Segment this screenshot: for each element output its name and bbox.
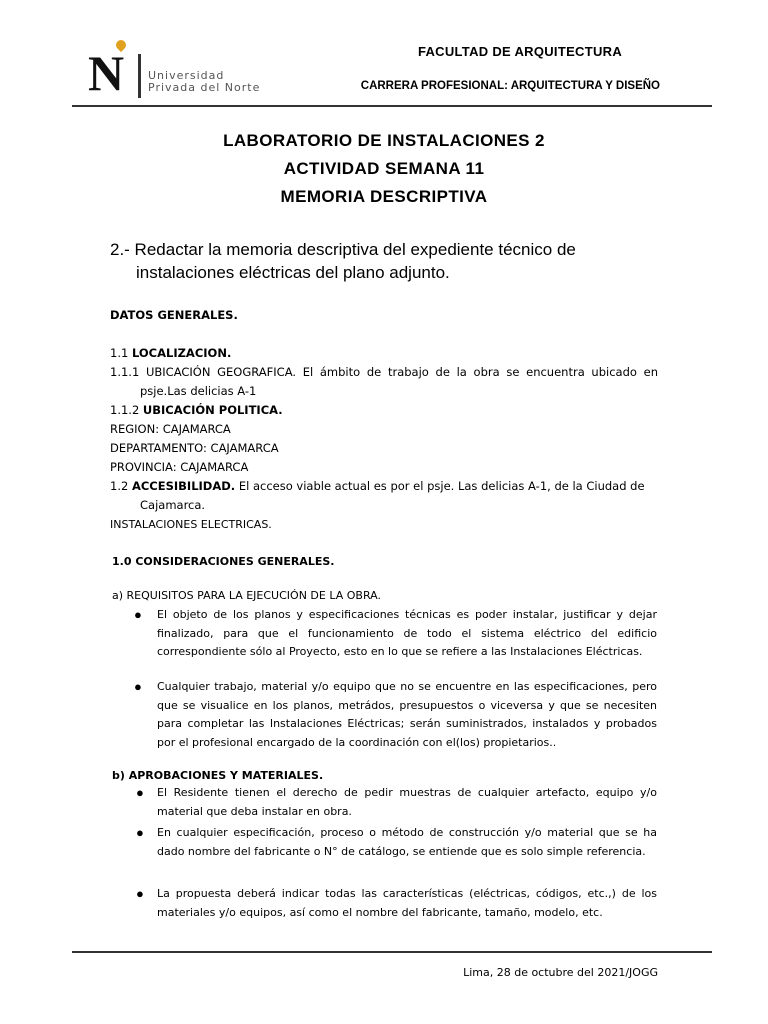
header-rule [72,105,712,107]
title-line-3: MEMORIA DESCRIPTIVA [280,187,488,206]
logo-text-line1: Universidad [148,69,225,82]
requirement-item-2: Cualquier trabajo, material y/o equipo que no se encuentre en las especificaciones, pero que se visualice en los planos, metrádos, presupuestos o viceversa y que se necesiten para completar las Instalaciones Eléctricas; serán suministrados, instalados y probados por el profesional encargado de la coordinación con el(los) propietarios.. [157,680,657,749]
assignment-line-2: instalaciones eléctricas del plano adjunto. [136,263,450,282]
university-logo [68,40,268,104]
logo-wordmark [148,70,260,94]
department: DEPARTAMENTO: CAJAMARCA [110,441,279,455]
assignment-statement [110,238,658,284]
title-line-1: LABORATORIO DE INSTALACIONES 2 [223,131,545,150]
accessibility: 1.2 ACCESIBILIDAD. El acceso viable actual es por el psje. Las delicias A-1, de la Ciudad de Cajamarca. [110,479,645,512]
section-heading: DATOS GENERALES. [110,308,238,322]
logo-letter: N [88,45,125,101]
assignment-line-1: 2.- Redactar la memoria descriptiva del expediente técnico de [110,240,576,259]
political-location-heading: 1.1.2 UBICACIÓN POLITICA. [110,403,283,417]
general-data-section [110,306,658,534]
approval-item-3: La propuesta deberá indicar todas las características (eléctricas, códigos, etc.,) de los materiales y/o equipos, así como el nombre del fabricante, tamaño, modelo, etc. [157,887,657,919]
title-line-2: ACTIVIDAD SEMANA 11 [283,159,485,178]
footer-date: Lima, 28 de octubre del 2021/JOGG [463,966,658,979]
region: REGION: CAJAMARCA [110,422,231,436]
approval-item-2: En cualquier especificación, proceso o método de construcción y/o material que se ha dado nombre del fabricante o N° de catálogo, se entiende que es solo simple referencia. [157,826,657,858]
bullet-icon: ● [136,825,144,840]
logo-divider [138,54,141,98]
bullet-icon: ● [134,607,142,622]
considerations-heading: 1.0 CONSIDERACIONES GENERALES. [112,555,335,568]
localizacion-heading: 1.1 LOCALIZACION. [110,346,232,360]
requirement-item-1: El objeto de los planos y especificaciones técnicas es poder instalar, justificar y dejar finalizado, para que el funcionamiento de todo el sistema eléctrico del edificio correspondiente sólo al Proyecto, esto en lo que se refiere a las Instalaciones Eléctricas. [157,608,657,658]
footer-rule [72,951,712,953]
bullet-icon: ● [136,785,144,800]
province: PROVINCIA: CAJAMARCA [110,460,249,474]
bullet-icon: ● [134,679,142,694]
career-heading: CARRERA PROFESIONAL: ARQUITECTURA Y DISEÑO [360,80,660,92]
requirements-heading: a) REQUISITOS PARA LA EJECUCIÓN DE LA OBRA. [112,589,381,602]
faculty-heading: FACULTAD DE ARQUITECTURA [417,44,623,59]
electrical-installations-heading: INSTALACIONES ELECTRICAS. [110,518,272,531]
approval-item-1: El Residente tienen el derecho de pedir muestras de cualquier artefacto, equipo y/o material que deba instalar en obra. [157,786,657,818]
approvals-heading: b) APROBACIONES Y MATERIALES. [112,769,324,782]
logo-text-line2: Privada del Norte [148,81,261,94]
geographic-location: 1.1.1 UBICACIÓN GEOGRAFICA. El ámbito de trabajo de la obra se encuentra ubicado en psje.Las delicias A-1 [110,365,658,398]
bullet-icon: ● [136,886,144,901]
